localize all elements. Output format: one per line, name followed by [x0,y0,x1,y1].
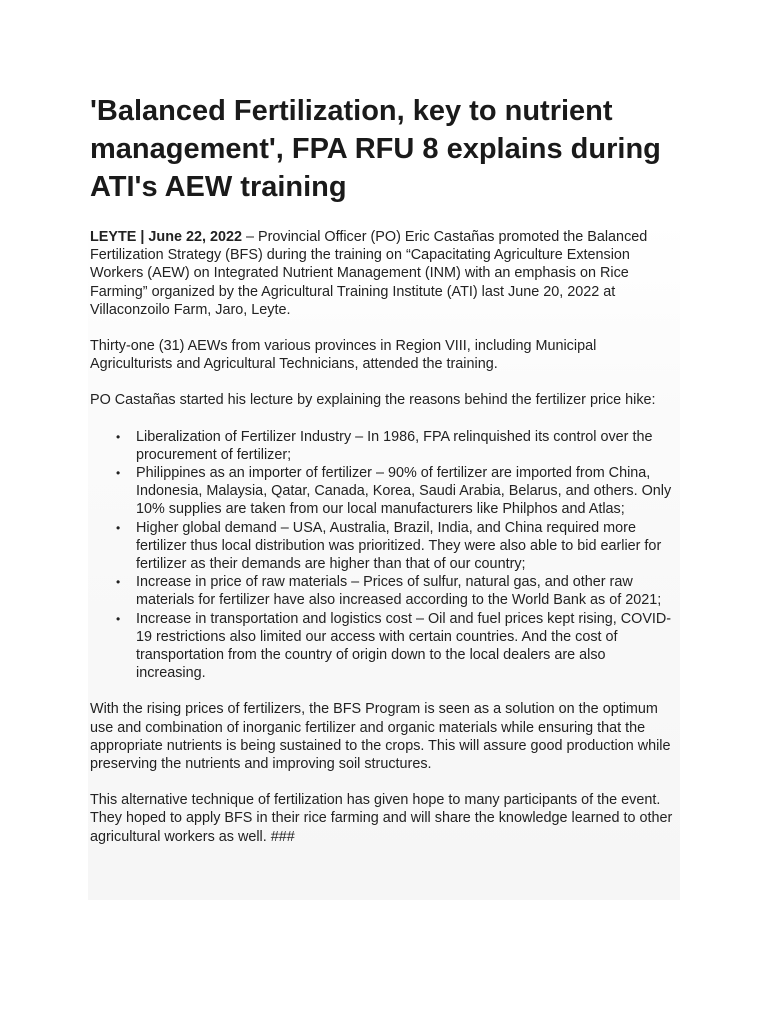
paragraph-lecture-intro: PO Castañas started his lecture by explaining the reasons behind the fertilizer price hike: [90,392,656,409]
article-title: 'Balanced Fertilization, key to nutrient management', FPA RFU 8 explains during ATI's AEW training [90,95,661,203]
list-item-text: Philippines as an importer of fertilizer – 90% of fertilizer are imported from China, Indonesia, Malaysia, Qatar, Canada, Korea, Saudi Arabia, Belarus, and others. Only 10% supplies are taken from our local manufacturers like Philphos and Atlas; [136,465,672,518]
paragraph-attendees: Thirty-one (31) AEWs from various provinces in Region VIII, including Municipal Agriculturists and Agricultural Technicians, attended the training. [90,338,597,373]
reasons-list [90,428,678,683]
list-item-text: Liberalization of Fertilizer Industry – In 1986, FPA relinquished its control over the procurement of fertilizer; [136,428,653,463]
list-item [116,610,678,683]
list-item-text: Increase in price of raw materials – Prices of sulfur, natural gas, and other raw materials for fertilizer have also increased according to the World Bank as of 2021; [136,574,662,609]
dateline: LEYTE | June 22, 2022 [90,229,243,245]
lead-text: – Provincial Officer (PO) Eric Castañas promoted the Balanced Fertilization Strategy (BFS) during the training on “Capacitating Agriculture Extension Workers (AEW) on Integrated Nutrient Management (INM) with an emphasis on Rice Farming” organized by the Agricultural Training Institute (ATI) last June 20, 2022 at Villaconzoilo Farm, Jaro, Leyte. [90,229,648,318]
paragraph-closing: This alternative technique of fertilization has given hope to many participants of the event. They hoped to apply BFS in their rice farming and will share the knowledge learned to other agricultural workers as well. ### [90,792,673,845]
bullet-icon: • [116,429,121,444]
list-item [116,573,678,609]
list-item [116,519,678,574]
bullet-icon: • [116,466,121,481]
paragraph-bfs-solution: With the rising prices of fertilizers, the BFS Program is seen as a solution on the optimum use and combination of inorganic fertilizer and organic materials while ensuring that the appropriate nutrients is being sustained to the crops. This will assure good production while preserving the nutrients and improving soil structures. [90,701,671,773]
bullet-icon: • [116,520,121,535]
list-item [116,464,678,519]
list-item-text: Increase in transportation and logistics cost – Oil and fuel prices kept rising, COVID-19 restrictions also limited our access with certain countries. And the cost of transportation from the country of origin down to the local dealers are also increasing. [136,610,672,682]
lead-paragraph [90,228,678,319]
bullet-icon: • [116,575,121,590]
bullet-icon: • [116,611,121,626]
list-item-text: Higher global demand – USA, Australia, Brazil, India, and China required more fertilizer thus local distribution was prioritized. They were also able to bid earlier for fertilizer as their demands are higher than that of our country; [136,519,662,573]
article-body [88,220,680,900]
list-item [116,428,678,464]
